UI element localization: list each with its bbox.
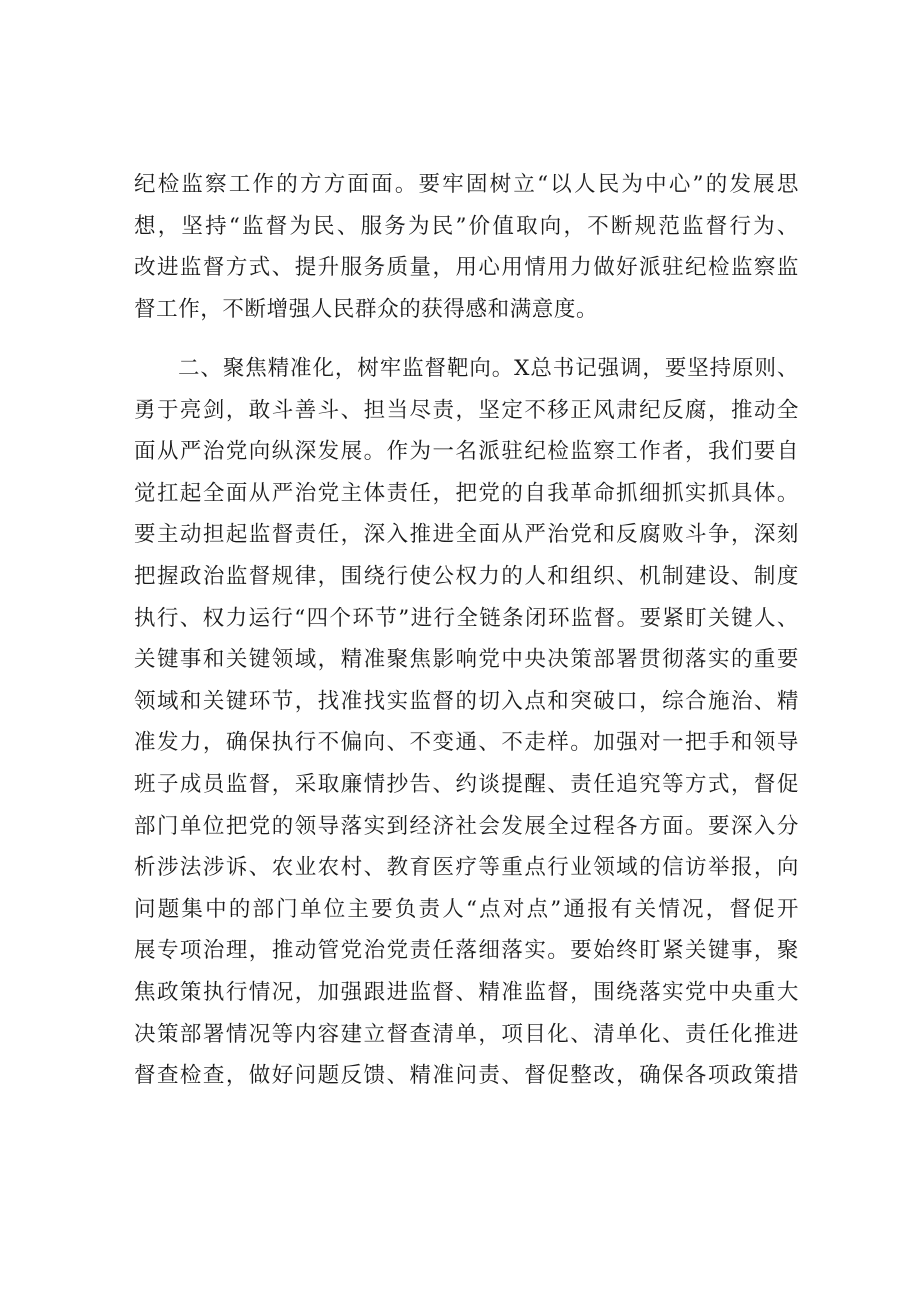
paragraph-line: 部门单位把党的领导落实到经济社会发展全过程各方面。要深入分 [134, 813, 799, 839]
paragraph-continuation [134, 164, 799, 330]
paragraph-line: 改进监督方式、提升服务质量，用心用情用力做好派驻纪检监察监 [134, 255, 799, 281]
paragraph-line: 面从严治党向纵深发展。作为一名派驻纪检监察工作者，我们要自 [134, 439, 799, 465]
paragraph-line: 纪检监察工作的方方面面。要牢固树立“以人民为中心”的发展思 [134, 172, 799, 197]
paragraph-line: 班子成员监督，采取廉情抄告、约谈提醒、责任追究等方式，督促 [134, 771, 799, 797]
paragraph-line: 把握政治监督规律，围绕行使公权力的人和组织、机制建设、制度 [134, 563, 799, 589]
paragraph-line: 焦政策执行情况，加强跟进监督、精准监督，围绕落实党中央重大 [134, 979, 799, 1005]
paragraph-line: 析涉法涉诉、农业农村、教育医疗等重点行业领域的信访举报，向 [134, 855, 799, 881]
paragraph-line: 关键事和关键领域，精准聚焦影响党中央决策部署贯彻落实的重要 [134, 647, 799, 673]
paragraph-line: 督工作，不断增强人民群众的获得感和满意度。 [134, 296, 599, 322]
paragraph-line: 执行、权力运行“四个环节”进行全链条闭环监督。要紧盯关键人、 [134, 605, 799, 631]
paragraph-line: 决策部署情况等内容建立督查清单，项目化、清单化、责任化推进 [134, 1021, 799, 1047]
paragraph-line: 准发力，确保执行不偏向、不变通、不走样。加强对一把手和领导 [134, 730, 799, 756]
paragraph-line: 领域和关键环节，找准找实监督的切入点和突破口，综合施治、精 [134, 688, 799, 714]
paragraph-section-two [134, 348, 799, 1097]
paragraph-line: 要主动担起监督责任，深入推进全面从严治党和反腐败斗争，深刻 [134, 522, 799, 548]
paragraph-line: 勇于亮剑，敢斗善斗、担当尽责，坚定不移正风肃纪反腐，推动全 [134, 397, 799, 423]
section-heading-line: 二、聚焦精准化，树牢监督靶向。X总书记强调，要坚持原则、 [178, 356, 799, 381]
paragraph-line: 展专项治理，推动管党治党责任落细落实。要始终盯紧关键事，聚 [134, 938, 799, 964]
paragraph-line: 督查检查，做好问题反馈、精准问责、督促整改，确保各项政策措 [134, 1063, 799, 1089]
paragraph-line: 问题集中的部门单位主要负责人“点对点”通报有关情况，督促开 [134, 896, 799, 922]
paragraph-line: 想，坚持“监督为民、服务为民”价值取向，不断规范监督行为、 [134, 213, 799, 239]
paragraph-line: 觉扛起全面从严治党主体责任，把党的自我革命抓细抓实抓具体。 [134, 480, 799, 506]
